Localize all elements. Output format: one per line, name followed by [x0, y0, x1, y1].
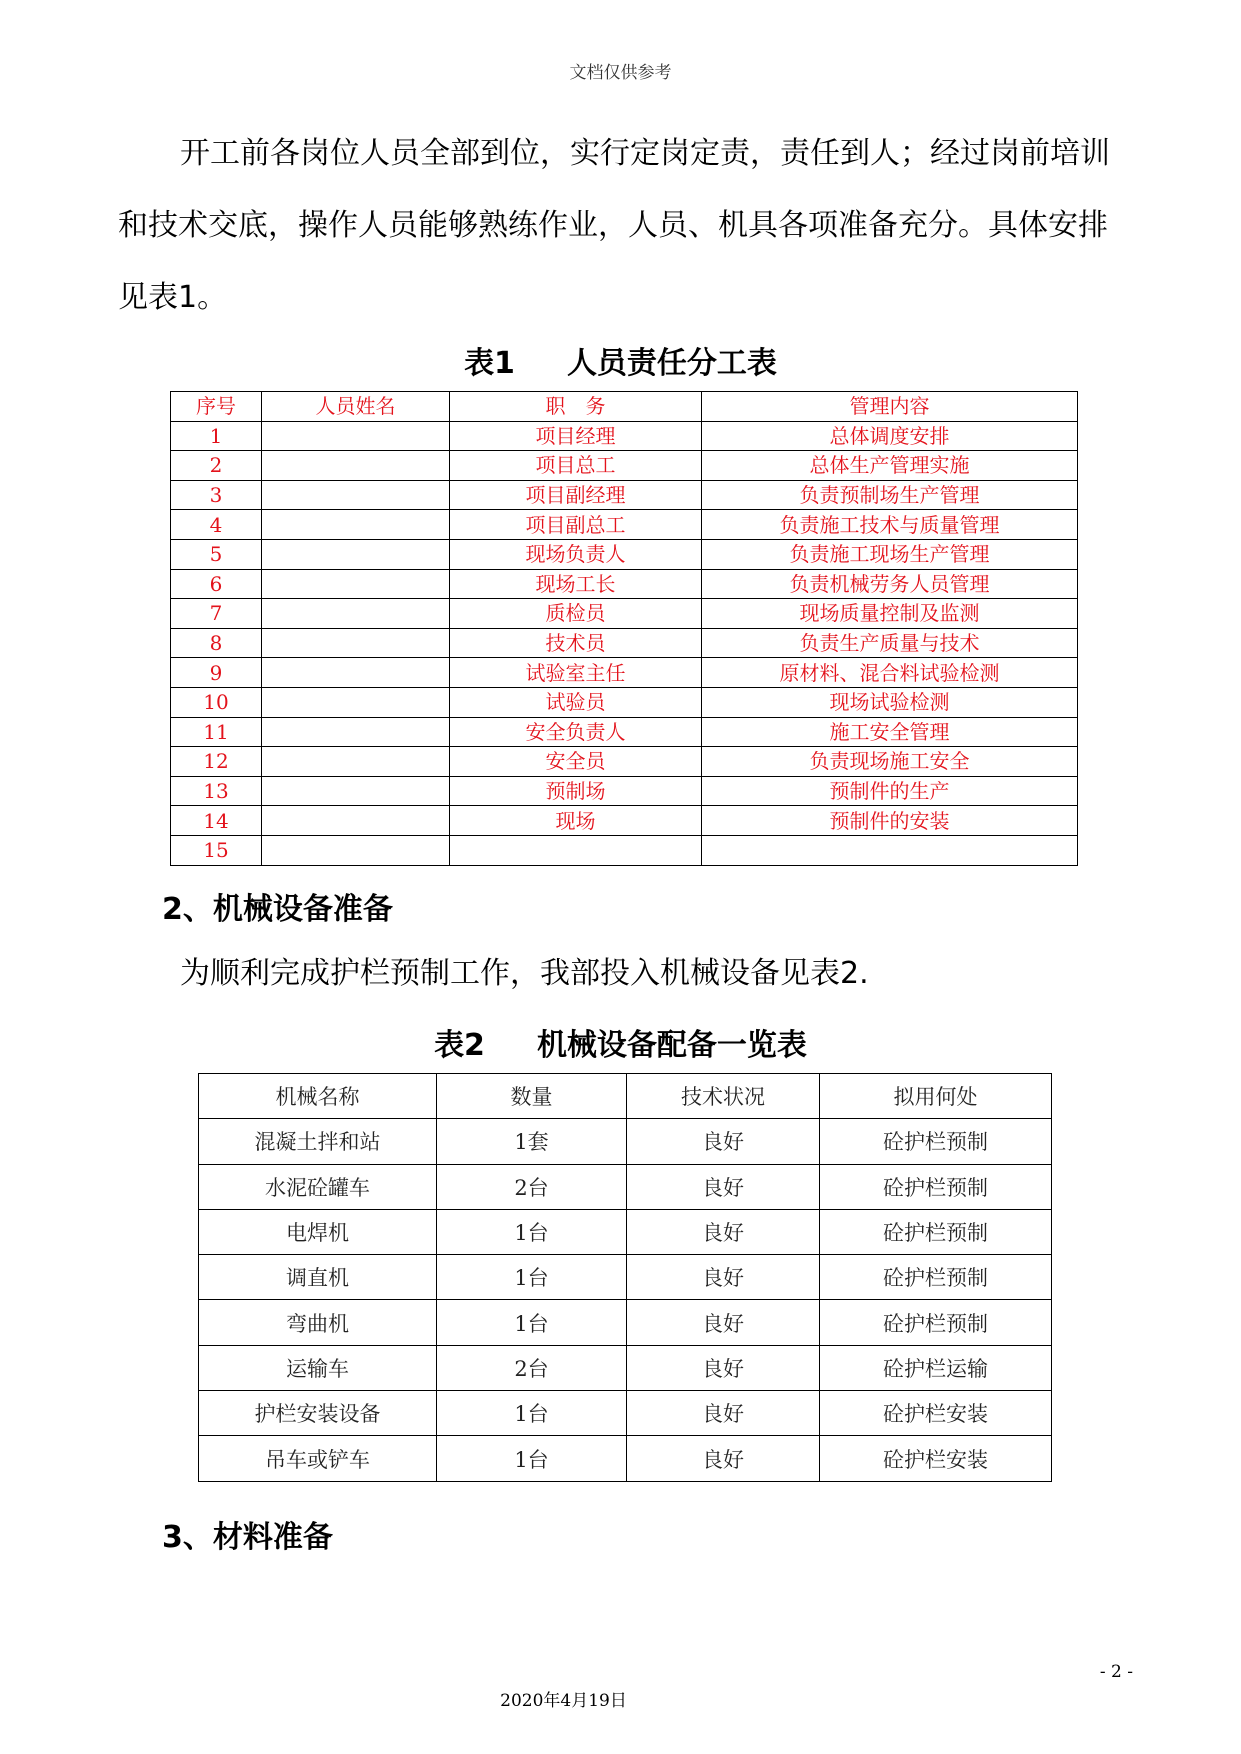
table-cell	[262, 717, 450, 747]
table-cell: 1台	[437, 1300, 627, 1345]
table2-caption	[0, 1020, 1241, 1064]
table-cell: 砼护栏预制	[820, 1164, 1052, 1209]
table-cell: 项目总工	[450, 451, 702, 481]
table-cell	[262, 747, 450, 777]
table-cell: 1	[171, 421, 262, 451]
equipment-table	[198, 1073, 1052, 1482]
table-cell: 预制场	[450, 776, 702, 806]
table-cell: 1台	[437, 1436, 627, 1481]
section2-heading: 2、机械设备准备	[162, 892, 393, 927]
intro-line-1	[118, 118, 1128, 190]
table-cell: 1台	[437, 1391, 627, 1436]
table-cell: 良好	[627, 1345, 820, 1390]
table-row	[171, 835, 1078, 865]
table-cell: 砼护栏安装	[820, 1436, 1052, 1481]
table-cell: 13	[171, 776, 262, 806]
table-row	[199, 1119, 1052, 1164]
header-cell: 职 务	[450, 392, 702, 422]
table-cell: 负责预制场生产管理	[702, 480, 1078, 510]
table-cell: 良好	[627, 1391, 820, 1436]
table-row	[171, 451, 1078, 481]
table-row	[199, 1436, 1052, 1481]
table-cell	[262, 421, 450, 451]
table-cell: 砼护栏预制	[820, 1119, 1052, 1164]
table-cell: 砼护栏预制	[820, 1209, 1052, 1254]
table-cell: 1台	[437, 1209, 627, 1254]
table-cell: 1套	[437, 1119, 627, 1164]
table-row	[199, 1345, 1052, 1390]
table-cell: 电焊机	[199, 1209, 437, 1254]
section2-text: 为顺利完成护栏预制工作，我部投入机械设备见表2.	[180, 956, 869, 991]
table-cell: 砼护栏安装	[820, 1391, 1052, 1436]
table-cell: 15	[171, 835, 262, 865]
intro-line-2: 和技术交底，操作人员能够熟练作业，人员、机具各项准备充分。具体安排	[118, 208, 1108, 243]
table-row	[171, 480, 1078, 510]
table-row	[171, 687, 1078, 717]
table-cell	[262, 569, 450, 599]
table-cell: 良好	[627, 1164, 820, 1209]
table-cell: 10	[171, 687, 262, 717]
table-cell: 现场	[450, 806, 702, 836]
table-cell	[262, 599, 450, 629]
table-cell	[450, 835, 702, 865]
table-cell: 12	[171, 747, 262, 777]
table-row	[171, 539, 1078, 569]
table-row	[171, 806, 1078, 836]
table-cell: 7	[171, 599, 262, 629]
table-cell: 项目经理	[450, 421, 702, 451]
table-cell	[262, 510, 450, 540]
table2-header-row	[199, 1074, 1052, 1119]
section3-heading: 3、材料准备	[162, 1520, 333, 1555]
table-cell: 预制件的安装	[702, 806, 1078, 836]
table-cell: 6	[171, 569, 262, 599]
table-row	[199, 1255, 1052, 1300]
table-cell: 砼护栏预制	[820, 1300, 1052, 1345]
table-cell: 负责现场施工安全	[702, 747, 1078, 777]
header-cell: 数量	[437, 1074, 627, 1119]
page-number: - 2 -	[1099, 1662, 1133, 1682]
table-row	[199, 1300, 1052, 1345]
table-cell: 2	[171, 451, 262, 481]
table-cell: 良好	[627, 1300, 820, 1345]
table-cell: 2台	[437, 1164, 627, 1209]
table-cell: 水泥砼罐车	[199, 1164, 437, 1209]
table-cell: 3	[171, 480, 262, 510]
table-cell	[262, 451, 450, 481]
table-cell: 原材料、混合料试验检测	[702, 658, 1078, 688]
table-cell: 良好	[627, 1119, 820, 1164]
table1-caption	[0, 338, 1241, 382]
table-cell: 11	[171, 717, 262, 747]
table-cell: 负责生产质量与技术	[702, 628, 1078, 658]
intro-line-1-text: 开工前各岗位人员全部到位，实行定岗定责，责任到人；经过岗前培训	[180, 136, 1110, 171]
table-row	[171, 510, 1078, 540]
table-cell: 安全员	[450, 747, 702, 777]
table-cell: 2台	[437, 1345, 627, 1390]
table-cell: 技术员	[450, 628, 702, 658]
table-cell: 调直机	[199, 1255, 437, 1300]
table-cell: 施工安全管理	[702, 717, 1078, 747]
table-cell: 负责施工技术与质量管理	[702, 510, 1078, 540]
header-cell: 序号	[171, 392, 262, 422]
header-cell: 人员姓名	[262, 392, 450, 422]
intro-line-3: 见表1。	[118, 280, 228, 315]
table-cell: 总体生产管理实施	[702, 451, 1078, 481]
table-cell: 8	[171, 628, 262, 658]
table-cell	[262, 628, 450, 658]
table-cell: 负责施工现场生产管理	[702, 539, 1078, 569]
table-cell: 运输车	[199, 1345, 437, 1390]
header-watermark: 文档仅供参考	[569, 63, 672, 83]
table-cell: 质检员	[450, 599, 702, 629]
table-cell: 4	[171, 510, 262, 540]
table-row	[171, 747, 1078, 777]
table-cell: 混凝土拌和站	[199, 1119, 437, 1164]
table-row	[171, 569, 1078, 599]
table-row	[171, 776, 1078, 806]
table-cell: 良好	[627, 1436, 820, 1481]
table-row	[171, 717, 1078, 747]
header-cell: 机械名称	[199, 1074, 437, 1119]
table-cell	[702, 835, 1078, 865]
table-cell: 现场试验检测	[702, 687, 1078, 717]
table-cell: 现场负责人	[450, 539, 702, 569]
table-cell: 预制件的生产	[702, 776, 1078, 806]
table-cell: 砼护栏预制	[820, 1255, 1052, 1300]
table-cell: 项目副经理	[450, 480, 702, 510]
table-cell: 良好	[627, 1209, 820, 1254]
table-row	[171, 658, 1078, 688]
table-cell: 试验员	[450, 687, 702, 717]
personnel-table	[170, 391, 1078, 866]
intro-paragraph	[118, 118, 1128, 334]
table-cell: 14	[171, 806, 262, 836]
table1-caption-number: 表1	[464, 346, 515, 381]
table-cell: 总体调度安排	[702, 421, 1078, 451]
table-row	[171, 628, 1078, 658]
table-row	[171, 421, 1078, 451]
table-cell: 5	[171, 539, 262, 569]
table-cell	[262, 687, 450, 717]
table-cell	[262, 806, 450, 836]
table-cell	[262, 835, 450, 865]
table-cell	[262, 539, 450, 569]
table-cell: 1台	[437, 1255, 627, 1300]
table-cell: 砼护栏运输	[820, 1345, 1052, 1390]
header-cell: 管理内容	[702, 392, 1078, 422]
table-row	[171, 599, 1078, 629]
table-row	[199, 1209, 1052, 1254]
table-cell: 弯曲机	[199, 1300, 437, 1345]
table2-caption-title: 机械设备配备一览表	[536, 1028, 807, 1063]
table-cell: 现场质量控制及监测	[702, 599, 1078, 629]
table-cell: 项目副总工	[450, 510, 702, 540]
table-cell: 护栏安装设备	[199, 1391, 437, 1436]
table-cell: 良好	[627, 1255, 820, 1300]
table1-header-row	[171, 392, 1078, 422]
table-cell	[262, 776, 450, 806]
table1-caption-title: 人员责任分工表	[566, 346, 777, 381]
table-cell: 安全负责人	[450, 717, 702, 747]
table-row	[199, 1391, 1052, 1436]
header-cell: 技术状况	[627, 1074, 820, 1119]
table-cell: 吊车或铲车	[199, 1436, 437, 1481]
table-cell	[262, 480, 450, 510]
table-row	[199, 1164, 1052, 1209]
footer-date: 2020年4月19日	[500, 1691, 627, 1711]
table-cell: 现场工长	[450, 569, 702, 599]
table-cell	[262, 658, 450, 688]
table-cell: 负责机械劳务人员管理	[702, 569, 1078, 599]
header-cell: 拟用何处	[820, 1074, 1052, 1119]
table2-caption-number: 表2	[434, 1028, 485, 1063]
table-cell: 试验室主任	[450, 658, 702, 688]
table-cell: 9	[171, 658, 262, 688]
